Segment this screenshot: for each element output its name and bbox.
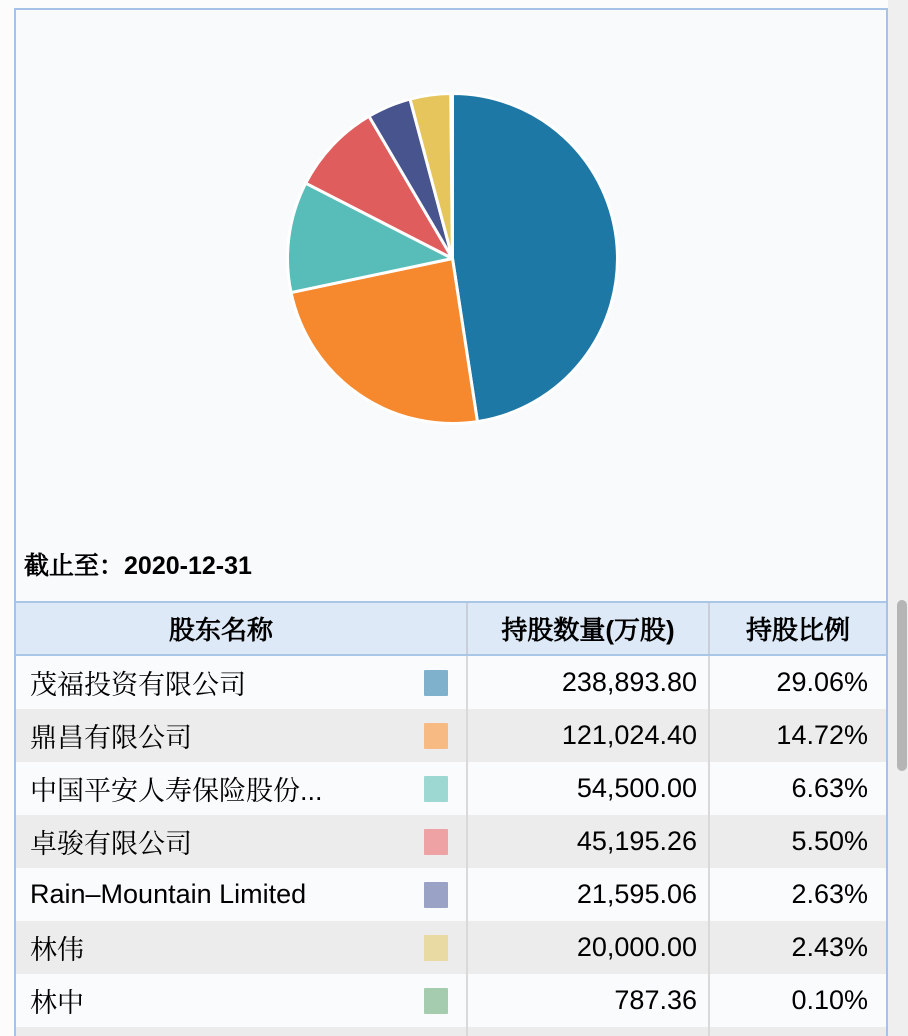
column-header-holding-ratio: 持股比例	[708, 603, 886, 654]
legend-color-swatch	[424, 882, 448, 908]
shares-held-value: 121,024.40	[466, 709, 708, 762]
shareholder-name: 茂福投资有限公司	[30, 670, 246, 700]
legend-color-swatch	[424, 670, 448, 696]
table-row	[16, 1027, 886, 1036]
holding-ratio-value: 29.06%	[708, 656, 886, 709]
shareholder-name: 卓骏有限公司	[30, 829, 192, 859]
table-row	[16, 709, 886, 762]
table-header-row	[16, 601, 886, 656]
shareholder-table	[16, 601, 886, 1036]
column-header-shares-held: 持股数量(万股)	[466, 603, 708, 654]
scrollbar-thumb[interactable]	[897, 600, 907, 771]
as-of-date: 2020-12-31	[124, 552, 252, 580]
holding-ratio-value: 14.72%	[708, 709, 886, 762]
shares-held-value: 21,595.06	[466, 868, 708, 921]
pie-slice[interactable]	[453, 94, 618, 422]
as-of-label: 截止至：	[24, 552, 125, 580]
holding-ratio-value: 2.43%	[708, 921, 886, 974]
holding-ratio-value	[708, 1027, 886, 1036]
holding-ratio-value: 5.50%	[708, 815, 886, 868]
legend-color-swatch	[424, 935, 448, 961]
table-row	[16, 921, 886, 974]
pie-slice[interactable]	[451, 94, 453, 259]
shareholder-name: 林中	[30, 988, 84, 1018]
shares-held-value: 54,500.00	[466, 762, 708, 815]
table-row	[16, 656, 886, 709]
holding-ratio-value: 2.63%	[708, 868, 886, 921]
shares-held-value: 238,893.80	[466, 656, 708, 709]
table-row	[16, 868, 886, 921]
table-row	[16, 974, 886, 1027]
as-of-date-line	[24, 548, 252, 584]
holding-ratio-value: 0.10%	[708, 974, 886, 1027]
table-row	[16, 815, 886, 868]
holding-ratio-value: 6.63%	[708, 762, 886, 815]
shareholder-name: Rain–Mountain Limited	[30, 879, 307, 909]
shares-held-value: 20,000.00	[466, 921, 708, 974]
legend-color-swatch	[424, 988, 448, 1014]
shares-held-value: 45,195.26	[466, 815, 708, 868]
table-body	[16, 656, 886, 1036]
scrollbar-track	[888, 0, 908, 1036]
shareholder-name: 林伟	[30, 935, 84, 965]
shareholder-name: 中国平安人寿保险股份...	[30, 776, 323, 806]
legend-color-swatch	[424, 776, 448, 802]
legend-color-swatch	[424, 723, 448, 749]
legend-color-swatch	[424, 829, 448, 855]
column-header-shareholder-name: 股东名称	[168, 615, 273, 645]
shareholder-name: 鼎昌有限公司	[30, 723, 192, 753]
shares-held-value: 787.36	[466, 974, 708, 1027]
shares-held-value	[466, 1027, 708, 1036]
table-row	[16, 762, 886, 815]
